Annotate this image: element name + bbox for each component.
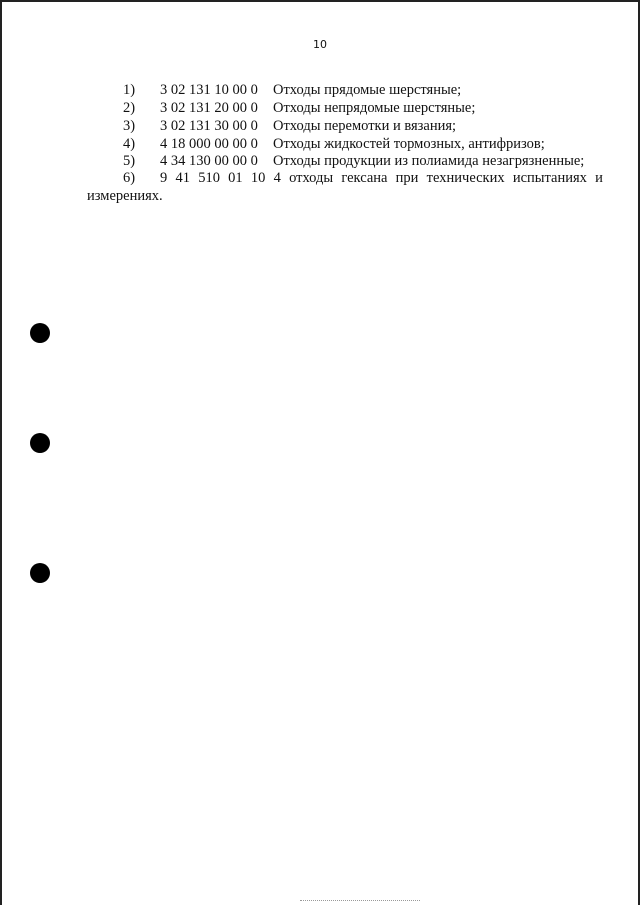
item-code: 4 18 000 00 00 0 [160,136,258,152]
item-6-word: технических [426,170,505,186]
item-6-word: отходы [289,170,334,186]
item-description: Отходы непрядомые шерстяные; [273,100,476,116]
item-code: 3 02 131 10 00 0 [160,82,258,98]
item-description: Отходы прядомые шерстяные; [273,82,462,98]
item-code: 4 34 130 00 00 0 [160,153,258,169]
item-code: 3 02 131 20 00 0 [160,100,258,116]
item-6-word: 41 [175,170,190,186]
punch-hole [30,433,50,453]
page-border-left [0,0,2,905]
item-6-word: 9 [160,170,168,186]
item-code: 3 02 131 30 00 0 [160,118,258,134]
item-description: Отходы перемотки и вязания; [273,118,457,134]
item-number: 5) [123,153,136,169]
item-6-word: 10 [250,170,266,186]
item-number: 4) [123,136,136,152]
item-6-word: испытаниях [512,170,587,186]
item-6-word: 4 [273,170,281,186]
item-description: Отходы продукции из полиамида незагрязненные; [273,153,585,169]
item-number: 6) [123,170,136,186]
item-6-word: и [595,170,603,186]
item-6-first-line [160,170,603,187]
item-6-word: гексана [341,170,388,186]
item-number: 3) [123,118,136,134]
item-6-word: 01 [228,170,243,186]
item-6-word: 510 [198,170,220,186]
page-number: 10 [313,38,327,51]
item-description: Отходы жидкостей тормозных, антифризов; [273,136,545,152]
scan-artifact [300,900,420,903]
punch-hole [30,323,50,343]
item-6-word: при [395,170,419,186]
item-number: 2) [123,100,136,116]
punch-hole [30,563,50,583]
page-border-top [0,0,640,2]
item-6-continuation: измерениях. [87,188,163,204]
item-number: 1) [123,82,136,98]
